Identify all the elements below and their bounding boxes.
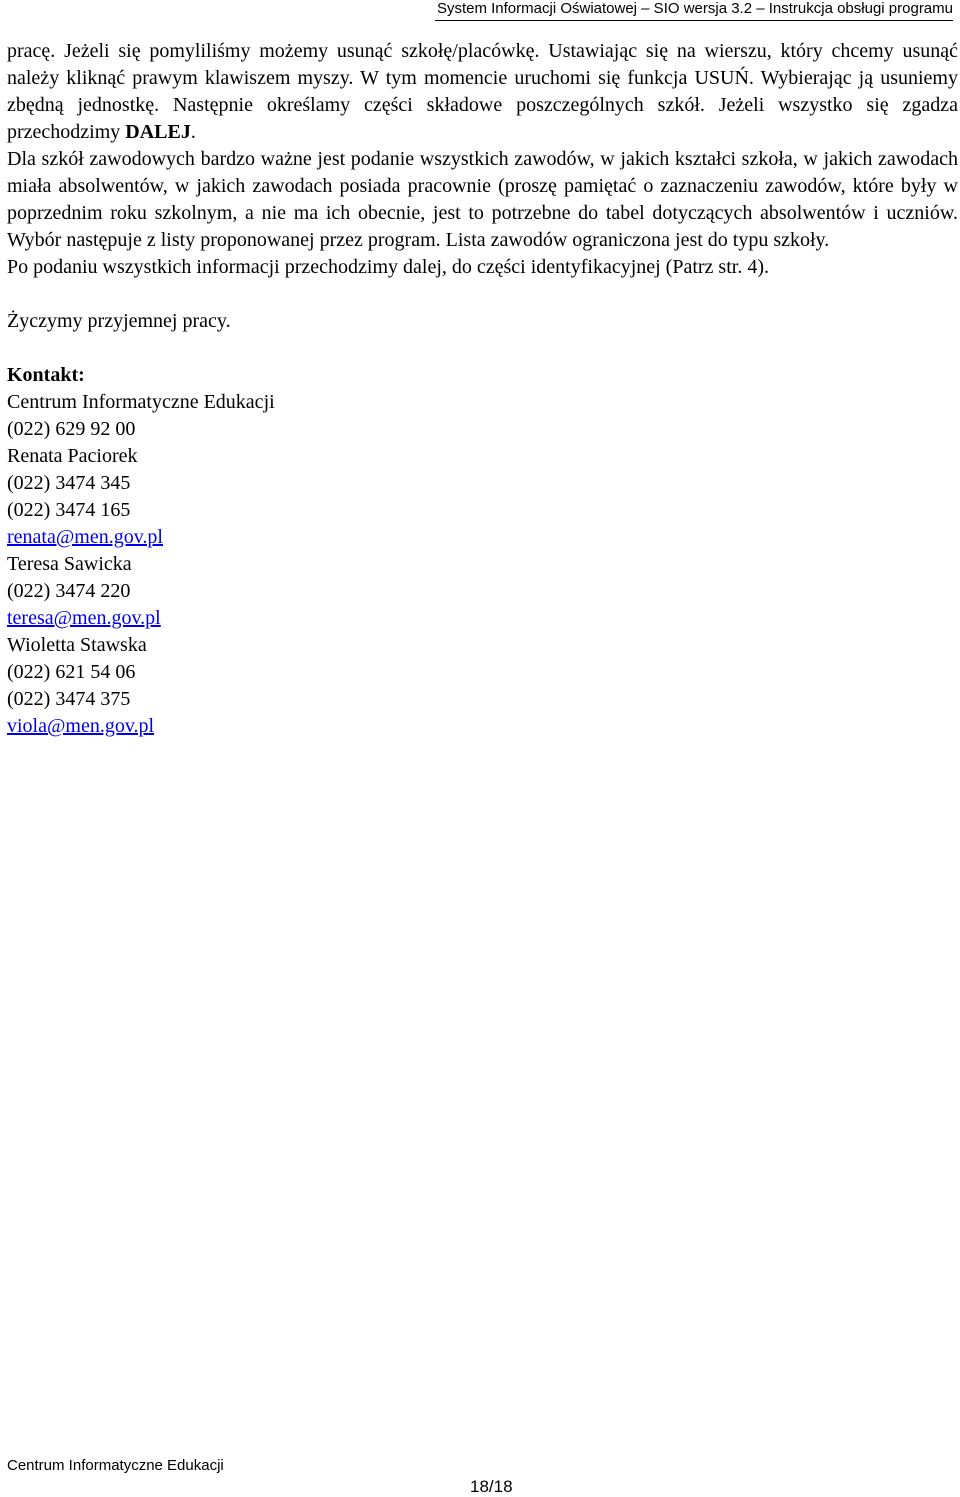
- contact-organization: Centrum Informatyczne Edukacji: [7, 391, 275, 413]
- page-header: [435, 0, 953, 21]
- dalej-keyword: DALEJ: [125, 121, 191, 143]
- contact-person-phone: (022) 3474 345: [7, 472, 131, 494]
- contact-person-phone: (022) 621 54 06: [7, 661, 136, 683]
- paragraph-delete-school: [7, 38, 958, 146]
- usun-keyword: USUŃ: [694, 67, 749, 89]
- contact-person-phone: (022) 3474 220: [7, 580, 131, 602]
- contact-person-name: Renata Paciorek: [7, 445, 138, 467]
- page-number: 18/18: [470, 1477, 513, 1496]
- paragraph-end: .: [190, 121, 196, 143]
- contact-person-email-link[interactable]: renata@men.gov.pl: [7, 526, 163, 548]
- contact-person-name: Teresa Sawicka: [7, 553, 132, 575]
- document-body: [7, 38, 958, 740]
- paragraph-text: pracę. Jeżeli się pomyliliśmy możemy usunąć szkołę/placówkę. Ustawiając się na wierszu, który chcemy usunąć należy kliknąć prawym klawiszem myszy. W tym momencie uruchomi się funkcja: [7, 40, 958, 89]
- contact-person-email-link[interactable]: viola@men.gov.pl: [7, 715, 155, 737]
- contact-person-phone: (022) 3474 165: [7, 499, 131, 521]
- paragraph-next-step: Po podaniu wszystkich informacji przechodzimy dalej, do części identyfikacyjnej (Patrz str. 4).: [7, 256, 769, 278]
- header-title: System Informacji Oświatowej – SIO wersja 3.2 – Instrukcja obsługi programu: [436, 0, 953, 17]
- contact-person-name: Wioletta Stawska: [7, 634, 147, 656]
- contact-person-phone: (022) 3474 375: [7, 688, 131, 710]
- paragraph-text: . Wybierając ją usuniemy zbędną jednostkę. Następnie określamy części składowe poszczególnych szkół. Jeżeli wszystko się zgadza przechodzimy: [7, 67, 958, 143]
- contact-org-phone: (022) 629 92 00: [7, 418, 136, 440]
- spacer: [7, 335, 958, 362]
- paragraph-vocational-schools: Dla szkół zawodowych bardzo ważne jest podanie wszystkich zawodów, w jakich kształci szkoła, w jakich zawodach miała absolwentów, w jakich zawodach posiada pracownie (proszę pamiętać o zaznaczeniu zawodów, które były w poprzednim roku szkolnym, a nie ma ich obecnie, jest to potrzebne do tabel dotyczących absolwentów i uczniów. Wybór następuje z listy proponowanej przez program. Lista zawodów ograniczona jest do typu szkoły.: [7, 148, 958, 251]
- spacer: [7, 281, 958, 308]
- footer-organization: Centrum Informatyczne Edukacji: [7, 1457, 224, 1474]
- closing-wish: Życzymy przyjemnej pracy.: [7, 310, 231, 332]
- contact-section: [7, 362, 958, 740]
- contact-heading: Kontakt:: [7, 364, 85, 386]
- contact-person-email-link[interactable]: teresa@men.gov.pl: [7, 607, 161, 629]
